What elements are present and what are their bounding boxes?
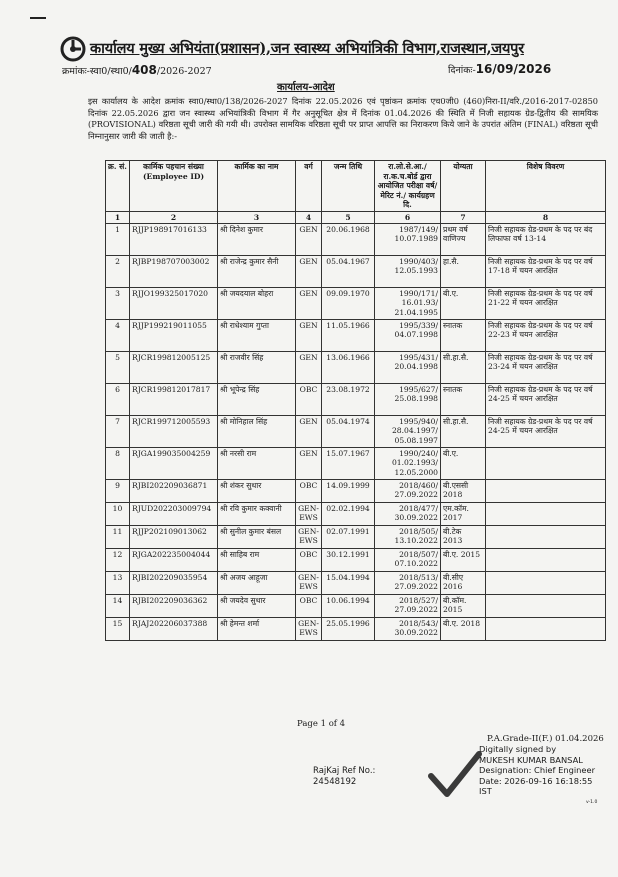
col-number: 3 xyxy=(218,211,296,223)
cell-category: GEN-EWS xyxy=(296,617,322,640)
cell-remarks: निजी सहायक ग्रेड-प्रथम के पद पर वर्ष 24-25 में चयन आरक्षित xyxy=(486,383,606,415)
cell-sno: 12 xyxy=(106,548,130,571)
cell-category: GEN xyxy=(296,319,322,351)
cell-empid: RJGA202235004044 xyxy=(130,548,218,571)
cell-sno: 13 xyxy=(106,571,130,594)
header-category: वर्ग xyxy=(296,161,322,212)
office-title: कार्यालय मुख्य अभियंता(प्रशासन),जन स्वास्थ्य अभियांत्रिकी विभाग,राजस्थान,जयपुर xyxy=(90,40,524,57)
cell-qualification: बी.टेक 2013 xyxy=(441,525,486,548)
column-number-row xyxy=(106,211,606,223)
table-row xyxy=(106,319,606,351)
col-number: 5 xyxy=(322,211,375,223)
cell-exam: 1987/149/ 10.07.1989 xyxy=(375,223,441,255)
order-date xyxy=(448,62,551,76)
header-dob: जन्म तिथि xyxy=(322,161,375,212)
cell-sno: 1 xyxy=(106,223,130,255)
reference-number xyxy=(62,63,212,77)
cell-name: श्री शंकर सुथार xyxy=(218,479,296,502)
date-label: दिनांकः- xyxy=(448,65,476,76)
cell-exam: 1995/627/ 25.08.1998 xyxy=(375,383,441,415)
table-row xyxy=(106,571,606,594)
margin-dash xyxy=(30,17,46,19)
col-number: 1 xyxy=(106,211,130,223)
cell-sno: 15 xyxy=(106,617,130,640)
cell-sno: 11 xyxy=(106,525,130,548)
cell-exam: 1995/940/ 28.04.1997/ 05.08.1997 xyxy=(375,415,441,447)
cell-exam: 1995/339/ 04.07.1998 xyxy=(375,319,441,351)
header-name: कार्मिक का नाम xyxy=(218,161,296,212)
cell-exam: 2018/460/ 27.09.2022 xyxy=(375,479,441,502)
cell-sno: 6 xyxy=(106,383,130,415)
table-row xyxy=(106,502,606,525)
cell-dob: 25.05.1996 xyxy=(322,617,375,640)
cell-dob: 20.06.1968 xyxy=(322,223,375,255)
version-mark: v-1.0 xyxy=(586,800,598,805)
cell-empid: RJCR199812005125 xyxy=(130,351,218,383)
cell-empid: RJUD202203009794 xyxy=(130,502,218,525)
grade-note: P.A.Grade-II(F.) 01.04.2026 xyxy=(487,734,604,744)
cell-category: OBC xyxy=(296,383,322,415)
sig-line: Date: 2026-09-16 16:18:55 xyxy=(479,775,593,786)
cell-exam: 2018/543/ 30.09.2022 xyxy=(375,617,441,640)
table-row xyxy=(106,617,606,640)
table-row xyxy=(106,415,606,447)
cell-exam: 2018/505/ 13.10.2022 xyxy=(375,525,441,548)
cell-empid: RJJP202109013062 xyxy=(130,525,218,548)
col-number: 8 xyxy=(486,211,606,223)
table-row xyxy=(106,383,606,415)
cell-empid: RJBI202209035954 xyxy=(130,571,218,594)
rajkaj-reference xyxy=(313,766,375,788)
cell-sno: 7 xyxy=(106,415,130,447)
cell-sno: 8 xyxy=(106,447,130,479)
cell-dob: 11.05.1966 xyxy=(322,319,375,351)
cell-dob: 30.12.1991 xyxy=(322,548,375,571)
cell-empid: RJGA199035004259 xyxy=(130,447,218,479)
cell-qualification: एम.कॉम. 2017 xyxy=(441,502,486,525)
cell-exam: 2018/507/ 07.10.2022 xyxy=(375,548,441,571)
cell-dob: 15.04.1994 xyxy=(322,571,375,594)
table-row xyxy=(106,479,606,502)
table-row xyxy=(106,525,606,548)
cell-sno: 3 xyxy=(106,287,130,319)
cell-dob: 09.09.1970 xyxy=(322,287,375,319)
ref-prefix: क्रमांकः-स्वा0/स्था0/ xyxy=(62,66,132,77)
cell-qualification: सी.हा.सै. xyxy=(441,415,486,447)
sig-line: Digitally signed by xyxy=(479,744,557,754)
cell-exam: 1995/431/ 20.04.1998 xyxy=(375,351,441,383)
signature-checkmark-icon xyxy=(427,748,482,800)
cell-name: श्री रवि कुमार कक्वानी xyxy=(218,502,296,525)
header-exam: रा.लो.से.आ./ रा.क.च.बोर्ड द्वारा आयोजित परीक्षा वर्ष/ मेरिट नं./ कार्यग्रहण दि. xyxy=(375,161,441,212)
cell-dob: 10.06.1994 xyxy=(322,594,375,617)
cell-sno: 14 xyxy=(106,594,130,617)
cell-dob: 14.09.1999 xyxy=(322,479,375,502)
cell-category: GEN-EWS xyxy=(296,525,322,548)
table-row xyxy=(106,594,606,617)
cell-remarks xyxy=(486,617,606,640)
header-remarks: विशेष विवरण xyxy=(486,161,606,212)
cell-empid: RJCR199712005593 xyxy=(130,415,218,447)
cell-qualification: स्नातक xyxy=(441,319,486,351)
cell-name: श्री हेमन्त शर्मा xyxy=(218,617,296,640)
cell-qualification: बी.ए. 2015 xyxy=(441,548,486,571)
cell-qualification: बी.ए. xyxy=(441,287,486,319)
cell-qualification: स्नातक xyxy=(441,383,486,415)
cell-qualification: प्रथम वर्ष वाणिज्य xyxy=(441,223,486,255)
order-heading: कार्यालय-आदेश xyxy=(277,82,335,93)
cell-exam: 2018/477/ 30.09.2022 xyxy=(375,502,441,525)
signature-text xyxy=(479,744,595,797)
col-number: 4 xyxy=(296,211,322,223)
page-number: Page 1 of 4 xyxy=(297,719,346,729)
rajkaj-label: RajKaj Ref No.: xyxy=(313,766,376,776)
cell-empid: RJBI202209036871 xyxy=(130,479,218,502)
cell-name: श्री जयदेव सुथार xyxy=(218,594,296,617)
cell-empid: RJJP199219011055 xyxy=(130,319,218,351)
cell-name: श्री मोनिहाल सिंह xyxy=(218,415,296,447)
cell-empid: RJAJ202206037388 xyxy=(130,617,218,640)
cell-remarks: निजी सहायक ग्रेड-प्रथम के पद पर वर्ष 21-22 में चयन आरक्षित xyxy=(486,287,606,319)
cell-empid: RJJP198917016133 xyxy=(130,223,218,255)
cell-sno: 5 xyxy=(106,351,130,383)
cell-remarks xyxy=(486,594,606,617)
table-row xyxy=(106,255,606,287)
cell-qualification: बी.सीए 2016 xyxy=(441,571,486,594)
cell-sno: 4 xyxy=(106,319,130,351)
cell-remarks: निजी सहायक ग्रेड-प्रथम के पद पर वर्ष 17-18 में चयन आरक्षित xyxy=(486,255,606,287)
cell-name: श्री राजेन्द्र कुमार सैनी xyxy=(218,255,296,287)
cell-name: श्री अजय आहूजा xyxy=(218,571,296,594)
cell-dob: 05.04.1967 xyxy=(322,255,375,287)
cell-empid: RJCR199812017817 xyxy=(130,383,218,415)
seniority-list-table xyxy=(105,160,606,641)
sig-line: Designation: Chief Engineer xyxy=(479,765,596,776)
cell-qualification: बी.ए. xyxy=(441,447,486,479)
header-employee-id: कार्मिक पहचान संख्या (Employee ID) xyxy=(130,161,218,212)
cell-exam: 1990/171/ 16.01.93/ 21.04.1995 xyxy=(375,287,441,319)
cell-category: GEN xyxy=(296,447,322,479)
cell-category: GEN-EWS xyxy=(296,502,322,525)
cell-dob: 15.07.1967 xyxy=(322,447,375,479)
cell-remarks: निजी सहायक ग्रेड-प्रथम के पद पर बंद लिफाफा वर्ष 13-14 xyxy=(486,223,606,255)
cell-remarks xyxy=(486,525,606,548)
cell-remarks xyxy=(486,447,606,479)
cell-category: GEN xyxy=(296,415,322,447)
cell-empid: RJBI202209036362 xyxy=(130,594,218,617)
cell-exam: 1990/240/ 01.02.1993/ 12.05.2000 xyxy=(375,447,441,479)
cell-remarks xyxy=(486,479,606,502)
cell-sno: 2 xyxy=(106,255,130,287)
header-sno: क्र. सं. xyxy=(106,161,130,212)
table-row xyxy=(106,223,606,255)
cell-category: GEN-EWS xyxy=(296,571,322,594)
cell-name: श्री साहिब राम xyxy=(218,548,296,571)
cell-remarks: निजी सहायक ग्रेड-प्रथम के पद पर वर्ष 24-25 में चयन आरक्षित xyxy=(486,415,606,447)
cell-dob: 02.02.1994 xyxy=(322,502,375,525)
table-row xyxy=(106,447,606,479)
cell-name: श्री नरसी राम xyxy=(218,447,296,479)
table-row xyxy=(106,287,606,319)
cell-qualification: हा.सै. xyxy=(441,255,486,287)
cell-category: GEN xyxy=(296,351,322,383)
rajkaj-number: 24548192 xyxy=(313,777,357,787)
department-logo-icon xyxy=(60,36,86,62)
cell-category: GEN xyxy=(296,223,322,255)
cell-qualification: बी.एससी 2018 xyxy=(441,479,486,502)
cell-remarks xyxy=(486,571,606,594)
cell-dob: 13.06.1966 xyxy=(322,351,375,383)
date-handwritten-value: 16/09/2026 xyxy=(475,62,552,76)
cell-sno: 10 xyxy=(106,502,130,525)
cell-exam: 1990/403/ 12.05.1993 xyxy=(375,255,441,287)
table-header-row xyxy=(106,161,606,212)
cell-name: श्री भूपेन्द्र सिंह xyxy=(218,383,296,415)
cell-category: GEN xyxy=(296,255,322,287)
sig-line: MUKESH KUMAR BANSAL xyxy=(479,754,583,765)
cell-name: श्री जयदयाल बोहरा xyxy=(218,287,296,319)
cell-sno: 9 xyxy=(106,479,130,502)
table-row xyxy=(106,548,606,571)
cell-empid: RJJO199325017020 xyxy=(130,287,218,319)
col-number: 7 xyxy=(441,211,486,223)
cell-remarks: निजी सहायक ग्रेड-प्रथम के पद पर वर्ष 23-24 में चयन आरक्षित xyxy=(486,351,606,383)
cell-exam: 2018/513/ 27.09.2022 xyxy=(375,571,441,594)
cell-category: OBC xyxy=(296,548,322,571)
cell-category: GEN xyxy=(296,287,322,319)
cell-dob: 23.08.1972 xyxy=(322,383,375,415)
cell-empid: RJBP198707003002 xyxy=(130,255,218,287)
cell-qualification: बी.कॉम. 2015 xyxy=(441,594,486,617)
cell-name: श्री राजवीर सिंह xyxy=(218,351,296,383)
cell-category: OBC xyxy=(296,594,322,617)
cell-name: श्री राधेश्याम गुप्ता xyxy=(218,319,296,351)
table-row xyxy=(106,351,606,383)
cell-qualification: बी.ए. 2018 xyxy=(441,617,486,640)
cell-qualification: सी.हा.सै. xyxy=(441,351,486,383)
cell-category: OBC xyxy=(296,479,322,502)
order-body-paragraph: इस कार्यालय के आदेश क्रमांक स्वा0/स्था0/138/2026-2027 दिनांक 22.05.2026 एवं पृष्ठांकन क्रमांक एच0जी0 (460)निरा-II/वरि./2016-2017-02850 दिनांक 22.05.2026 द्वारा जन स्वास्थ्य अभियांत्रिकी विभाग में गैर अनुसूचित क्षेत्र में दिनांक 01.04.2026 की स्थिति में निजी सहायक ग्रेड-द्वितीय की सामयिक (PROVISIONAL) वरिष्ठता सूची जारी की गयी थी। उपरोक्त सामयिक वरिष्ठता सूची पर प्राप्त आपत्ति का निराकरण किये जाने के उपरांत अंतिम (FINAL) वरिष्ठता सूची निम्नानुसार जारी की जाती है:- xyxy=(88,96,598,141)
cell-exam: 2018/527/ 27.09.2022 xyxy=(375,594,441,617)
ref-handwritten-number: 408 xyxy=(131,63,157,77)
cell-remarks: निजी सहायक ग्रेड-प्रथम के पद पर वर्ष 22-23 में चयन आरक्षित xyxy=(486,319,606,351)
cell-remarks xyxy=(486,548,606,571)
cell-name: श्री दिनेश कुमार xyxy=(218,223,296,255)
cell-dob: 02.07.1991 xyxy=(322,525,375,548)
col-number: 6 xyxy=(375,211,441,223)
cell-dob: 05.04.1974 xyxy=(322,415,375,447)
ref-suffix: /2026-2027 xyxy=(156,66,212,77)
header-qualification: योग्यता xyxy=(441,161,486,212)
cell-name: श्री सुनील कुमार बंसल xyxy=(218,525,296,548)
cell-remarks xyxy=(486,502,606,525)
sig-line: IST xyxy=(479,786,492,797)
col-number: 2 xyxy=(130,211,218,223)
